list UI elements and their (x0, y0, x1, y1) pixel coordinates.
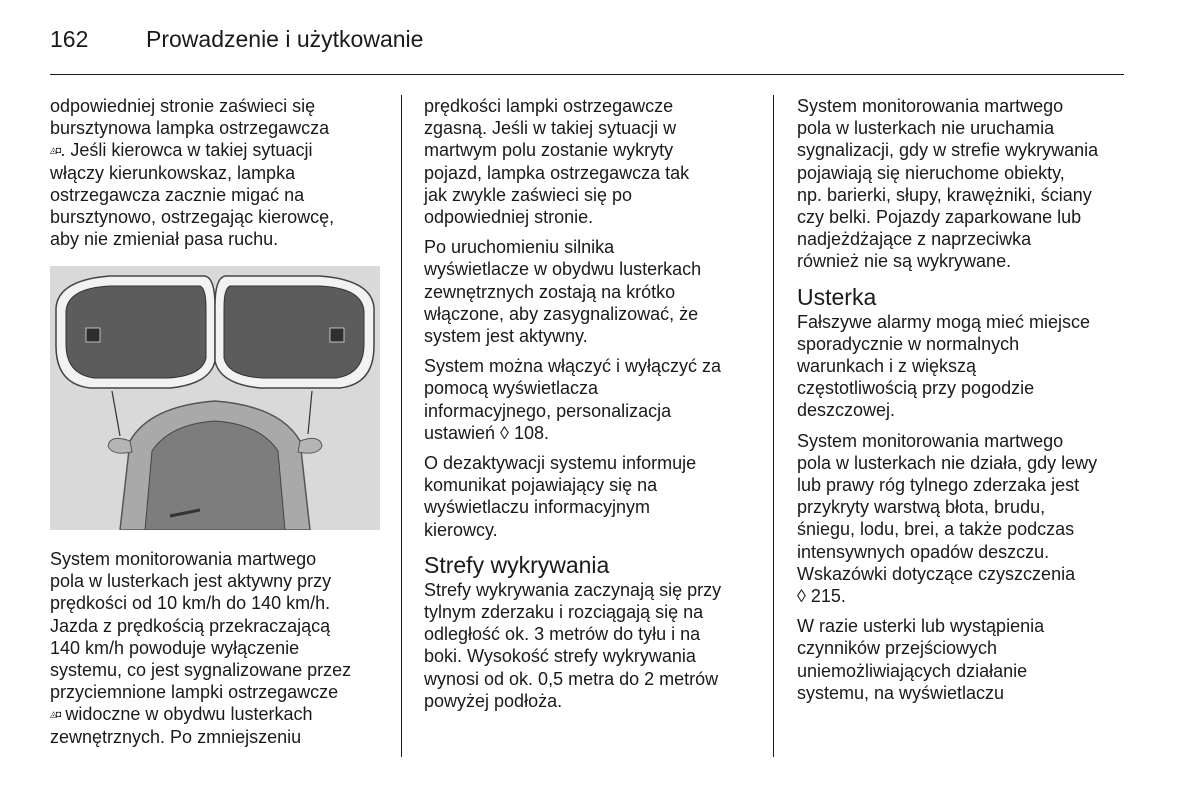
page-reference-link[interactable]: ◊ 215. (797, 586, 846, 607)
text-line-with-icon: ◬◘ widoczne w obydwu lusterkach (50, 704, 313, 725)
text-line: systemu, co jest sygnalizowane przez (50, 660, 352, 681)
text-line: System można włączyć i wyłączyć za (424, 356, 722, 377)
text-line: pola w lusterkach nie uruchamia (797, 118, 1055, 139)
column-2 (424, 95, 759, 720)
text-line: intensywnych opadów deszczu. (797, 541, 1050, 562)
text-line: Wskazówki dotyczące czyszczenia (797, 563, 1076, 584)
text-line: odpowiedniej stronie. (424, 207, 594, 228)
column-divider (773, 95, 774, 757)
text-line: boki. Wysokość strefy wykrywania (424, 646, 696, 667)
text-line: System monitorowania martwego (797, 430, 1064, 451)
page-title: Prowadzenie i użytkowanie (146, 26, 424, 52)
text-line: zewnętrznych zostają na krótko (424, 281, 676, 302)
text-line: włączy kierunkowskaz, lampka (50, 162, 296, 183)
text-line: czynników przejściowych (797, 638, 998, 659)
text-line: odległość ok. 3 metrów do tyłu i na (424, 624, 701, 645)
text-line: aby nie zmieniał pasa ruchu. (50, 229, 279, 250)
text-line: jak zwykle zaświeci się po (424, 184, 633, 205)
text-line: lub prawy róg tylnego zderzaka jest (797, 475, 1080, 496)
text-line: O dezaktywacji systemu informuje (424, 453, 697, 474)
text-line: również nie są wykrywane. (797, 251, 1012, 272)
text-line: śniegu, lodu, brei, a także podczas (797, 519, 1075, 540)
text-line: przyciemnione lampki ostrzegawcze (50, 682, 339, 703)
page-header (50, 26, 423, 56)
text-line: Strefy wykrywania zaczynają się przy (424, 579, 722, 600)
paragraph (424, 236, 759, 347)
paragraph (797, 311, 1132, 422)
section-heading: Strefy wykrywania (424, 551, 610, 578)
text-line: System monitorowania martwego (797, 96, 1064, 116)
mirrors-car-drawing (50, 266, 380, 530)
column-1-bottom (50, 548, 385, 748)
text-line: powyżej podłoża. (424, 690, 563, 711)
text-line: sygnalizacji, gdy w strefie wykrywania (797, 140, 1099, 161)
text-line: wynosi od ok. 0,5 metra do 2 metrów (424, 668, 719, 689)
text-line: zgasną. Jeśli w takiej sytuacji w (424, 118, 677, 139)
text-line: pomocą wyświetlacza (424, 378, 599, 399)
column-1-top (50, 95, 385, 250)
text-line: pojawiają się nieruchome obiekty, (797, 162, 1065, 183)
paragraph (797, 95, 1132, 273)
paragraph (424, 95, 759, 228)
text-line: odpowiedniej stronie zaświeci się (50, 96, 316, 116)
text-line: komunikat pojawiający się na (424, 475, 658, 496)
paragraph (424, 579, 759, 712)
text-line: pola w lusterkach nie działa, gdy lewy (797, 452, 1098, 473)
text-line: pojazd, lampka ostrzegawcza tak (424, 162, 690, 183)
text-line: Jazda z prędkością przekraczającą (50, 615, 331, 636)
text-line: np. barierki, słupy, krawężniki, ściany (797, 184, 1092, 205)
text-line: wyświetlacze w obydwu lusterkach (424, 259, 702, 280)
text-line: przykryty warstwą błota, brudu, (797, 497, 1046, 518)
text-line: deszczowej. (797, 400, 896, 421)
blind-spot-warning-icon: ◬◘ (50, 709, 61, 720)
text-line: częstotliwością przy pogodzie (797, 378, 1035, 399)
paragraph (797, 430, 1132, 608)
text-line: informacyjnego, personalizacja (424, 400, 672, 421)
blind-spot-mirrors-illustration (50, 266, 380, 530)
text-line: bursztynowo, ostrzegając kierowcę, (50, 207, 335, 228)
text-line: Po uruchomieniu silnika (424, 237, 615, 258)
column-3 (797, 95, 1132, 712)
column-divider (401, 95, 402, 757)
text-line: systemu, na wyświetlaczu (797, 682, 1005, 703)
paragraph (424, 452, 759, 541)
section-heading: Usterka (797, 283, 877, 310)
text-line: zewnętrznych. Po zmniejszeniu (50, 726, 302, 747)
text-line: czy belki. Pojazdy zaparkowane lub (797, 207, 1082, 228)
text-line-with-icon: ostrzegawcza zacznie migać na (50, 184, 305, 205)
page-number: 162 (50, 26, 89, 52)
text-line: warunkach i z większą (797, 356, 977, 377)
text-line: nadjeżdżające z naprzeciwka (797, 229, 1032, 250)
text-line: pola w lusterkach jest aktywny przy (50, 571, 332, 592)
text-line: włączone, aby zasygnalizować, że (424, 303, 699, 324)
text-line: prędkości lampki ostrzegawcze (424, 96, 674, 116)
text-line: Fałszywe alarmy mogą mieć miejsce (797, 311, 1091, 332)
text-line: 140 km/h powoduje wyłączenie (50, 637, 300, 658)
text-line-with-icon: ◬◘. Jeśli kierowca w takiej sytuacji (50, 140, 313, 161)
text-line: martwym polu zostanie wykryty (424, 140, 674, 161)
text-line: wyświetlaczu informacyjnym (424, 497, 651, 518)
text-line: system jest aktywny. (424, 326, 588, 347)
text-line: System monitorowania martwego (50, 549, 317, 569)
paragraph (424, 355, 759, 444)
text-line: W razie usterki lub wystąpienia (797, 616, 1045, 637)
text-line: tylnym zderzaku i rozciągają się na (424, 602, 704, 623)
header-rule (50, 74, 1124, 75)
text-line: sporadycznie w normalnych (797, 333, 1020, 354)
text-line: bursztynowa lampka ostrzegawcza (50, 118, 330, 139)
paragraph (797, 615, 1132, 704)
page-reference-link[interactable]: ustawień ◊ 108. (424, 422, 549, 443)
text-line: prędkości od 10 km/h do 140 km/h. (50, 593, 331, 614)
text-line: uniemożliwiających działanie (797, 660, 1028, 681)
text-line: kierowcy. (424, 519, 498, 540)
blind-spot-warning-icon: ◬◘ (50, 145, 61, 156)
